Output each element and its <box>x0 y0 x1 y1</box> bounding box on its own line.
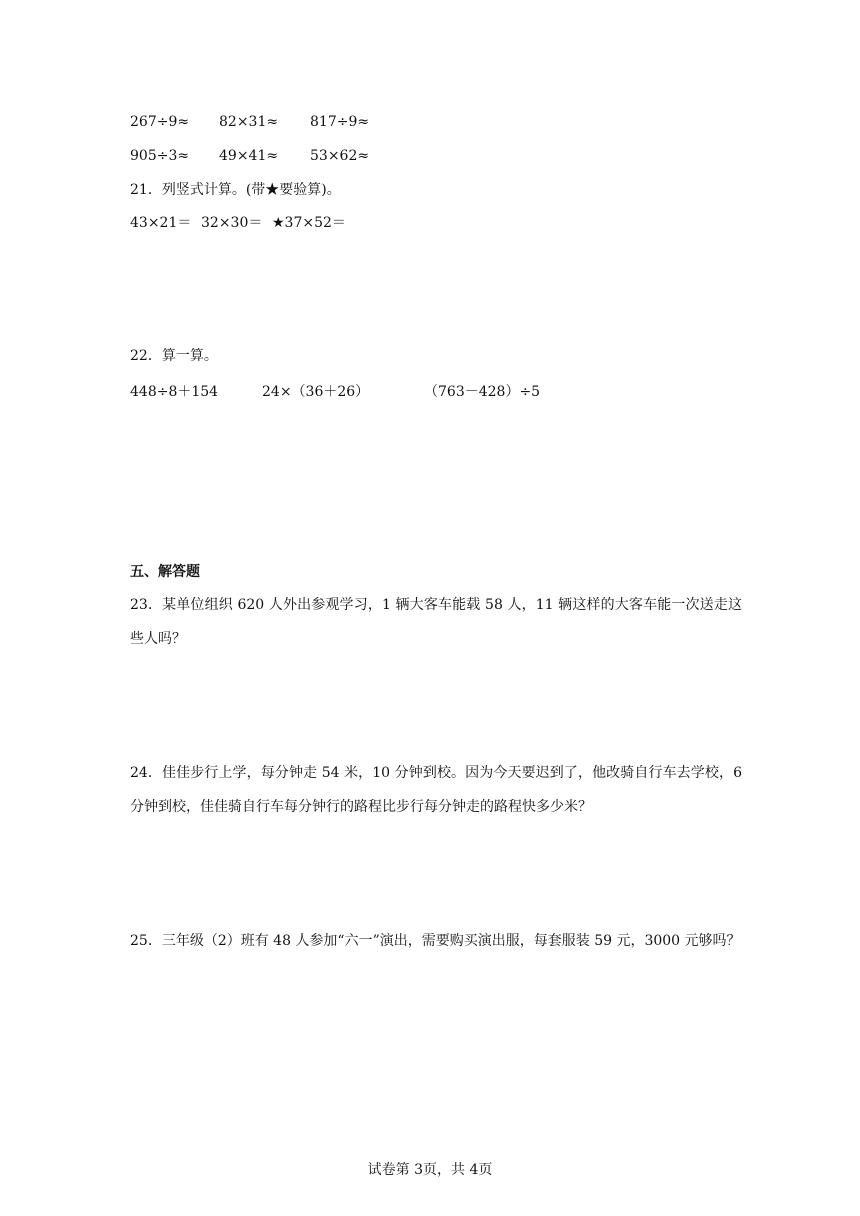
calc-item: 448÷8＋154 <box>130 384 219 400</box>
calc-item: 24×（36＋26） <box>262 384 370 400</box>
section-heading: 五、解答题 <box>130 564 200 580</box>
question-25-text: 25．三年级（2）班有 48 人参加“六一”演出，需要购买演出服，每套服装 59 元，3000 元够吗？ <box>130 933 741 949</box>
question-21-prompt: 21．列竖式计算。(带★要验算)。 <box>130 182 341 198</box>
calc-item: 32×30＝ <box>201 215 263 231</box>
estimate-item: 53×62≈ <box>310 148 370 164</box>
calc-item: 43×21＝ <box>130 215 192 231</box>
question-24-text: 24．佳佳步行上学，每分钟走 54 米，10 分钟到校。因为今天要迟到了，他改骑自行车去学校，6 分钟到校，佳佳骑自行车每分钟行的路程比步行每分钟走的路程快多少米？ <box>130 765 742 815</box>
estimate-item: 82×31≈ <box>219 114 279 130</box>
estimate-item: 817÷9≈ <box>310 114 370 130</box>
calc-item: ★37×52＝ <box>272 215 346 231</box>
estimate-item: 49×41≈ <box>219 148 279 164</box>
calc-item: （763－428）÷5 <box>424 384 541 400</box>
estimate-item: 905÷3≈ <box>130 148 190 164</box>
estimate-item: 267÷9≈ <box>130 114 190 130</box>
question-22-prompt: 22．算一算。 <box>130 348 218 364</box>
question-23-text: 23．某单位组织 620 人外出参观学习，1 辆大客车能载 58 人，11 辆这样的大客车能一次送走这些人吗？ <box>130 597 742 647</box>
page-footer: 试卷第 3页，共 4页 <box>367 1162 493 1178</box>
